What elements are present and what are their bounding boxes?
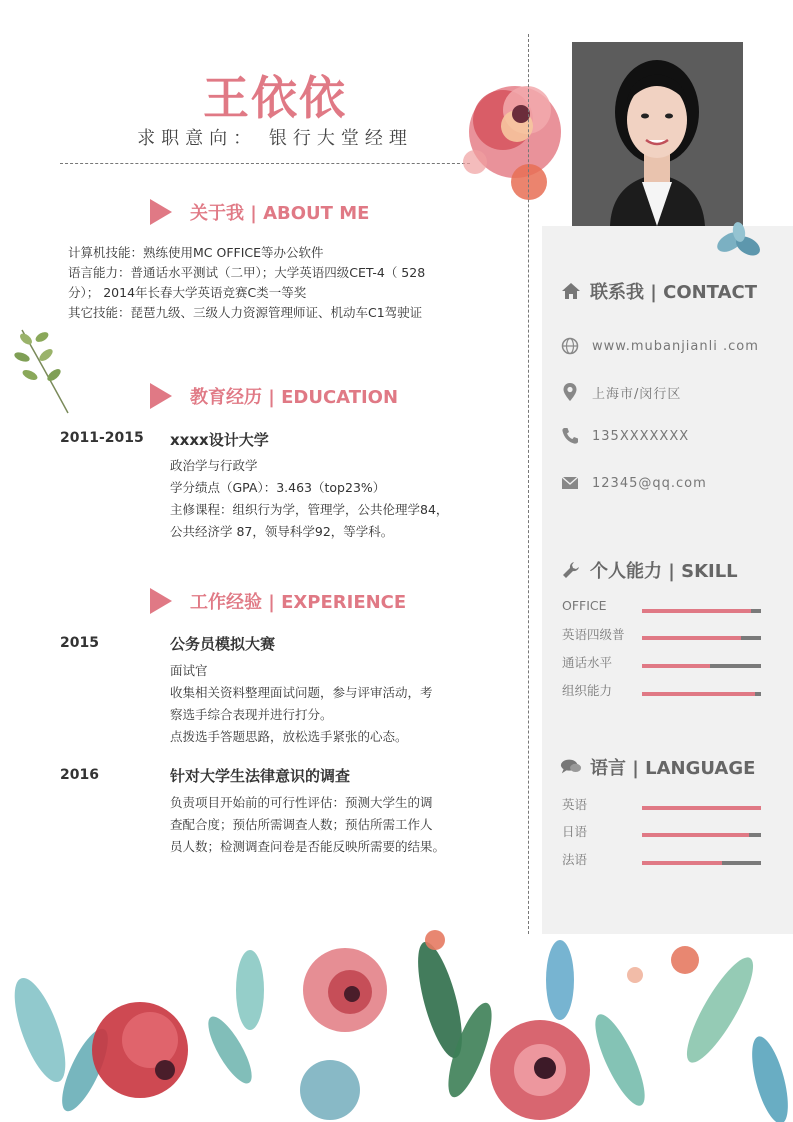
- triangle-marker-icon: [150, 588, 172, 614]
- job-intention: 求职意向： 银行大堂经理: [137, 128, 413, 149]
- experience-line: 察选手综合表现并进行打分。: [170, 707, 333, 722]
- skill-bar: [642, 609, 761, 613]
- about-line: 其它技能：琵琶九级、三级人力资源管理师证、机动车C1驾驶证: [68, 305, 423, 320]
- language-row: 日语: [562, 822, 762, 842]
- experience-details: [170, 660, 490, 748]
- about-content: [68, 243, 488, 323]
- education-date: 2011-2015: [60, 430, 144, 446]
- language-bar: [642, 833, 761, 837]
- contact-phone[interactable]: 135XXXXXXX: [560, 424, 689, 448]
- skill-bar-fill: [642, 609, 751, 613]
- triangle-marker-icon: [150, 199, 172, 225]
- header-flower-illustration: [455, 70, 575, 205]
- skill-row: 通话水平: [562, 653, 762, 673]
- contact-email[interactable]: 12345@qq.com: [560, 471, 707, 495]
- education-school: xxxx设计大学: [170, 431, 269, 449]
- contact-section-title: 联系我 | CONTACT: [560, 277, 757, 305]
- column-divider: [528, 34, 529, 934]
- experience-line: 查配合度；预估所需调查人数；预估所需工作人: [170, 817, 433, 832]
- experience-line: 负责项目开始前的可行性评估：预测大学生的调: [170, 795, 433, 810]
- skill-bar: [642, 664, 761, 668]
- education-section-title: 教育经历 | EDUCATION: [150, 381, 398, 411]
- floral-border-illustration: [0, 920, 793, 1122]
- leaf-sprig-illustration: [12, 325, 72, 415]
- language-bar-fill: [642, 806, 761, 810]
- globe-icon: [560, 336, 580, 356]
- skill-row: 英语四级普: [562, 625, 762, 645]
- phone-icon: [560, 426, 580, 446]
- education-line: 学分绩点（GPA）：3.463（top23%）: [170, 480, 386, 495]
- profile-photo: [572, 42, 743, 226]
- about-line: 语言能力：普通话水平测试（二甲）；大学英语四级CET-4（ 528: [68, 265, 426, 280]
- about-section-title: 关于我 | ABOUT ME: [150, 197, 369, 227]
- experience-line: 点拨选手答题思路，放松选手紧张的心态。: [170, 729, 408, 744]
- language-row: 法语: [562, 850, 762, 870]
- language-bar-fill: [642, 833, 749, 837]
- experience-date: 2015: [60, 635, 99, 651]
- about-line: 计算机技能：熟练使用MC OFFICE等办公软件: [68, 245, 324, 260]
- portrait-illustration: [572, 42, 743, 226]
- education-line: 主修课程：组织行为学，管理学，公共伦理学84，: [170, 502, 449, 517]
- skill-bar-fill: [642, 692, 755, 696]
- header-divider: [60, 163, 470, 164]
- experience-date: 2016: [60, 767, 99, 783]
- skill-bar-fill: [642, 664, 710, 668]
- contact-website[interactable]: www.mubanjianli .com: [560, 334, 759, 358]
- language-bar-fill: [642, 861, 722, 865]
- experience-section-title: 工作经验 | EXPERIENCE: [150, 586, 406, 616]
- experience-title: 针对大学生法律意识的调查: [170, 767, 351, 785]
- wrench-icon: [560, 559, 582, 581]
- experience-title: 公务员模拟大赛: [170, 635, 276, 653]
- home-icon: [560, 280, 582, 302]
- experience-line: 员人数；检测调查问卷是否能反映所需要的结果。: [170, 839, 446, 854]
- location-pin-icon: [560, 382, 580, 402]
- triangle-marker-icon: [150, 383, 172, 409]
- education-details: [170, 455, 490, 543]
- language-row: 英语: [562, 795, 762, 815]
- language-bar: [642, 861, 761, 865]
- envelope-icon: [560, 473, 580, 493]
- leaf-cluster-illustration: [712, 222, 767, 268]
- education-line: 政治学与行政学: [170, 458, 258, 473]
- education-line: 公共经济学 87，领导科学92，等学科。: [170, 524, 394, 539]
- chat-bubble-icon: [560, 756, 582, 778]
- experience-line: 面试官: [170, 663, 208, 678]
- language-section-title: 语言 | LANGUAGE: [560, 753, 755, 781]
- about-line: 分）； 2014年长春大学英语竞赛C类一等奖: [68, 285, 307, 300]
- experience-details: [170, 792, 490, 858]
- skill-section-title: 个人能力 | SKILL: [560, 556, 738, 584]
- skill-row: 组织能力: [562, 681, 762, 701]
- skill-bar: [642, 692, 761, 696]
- contact-address: 上海市/闵行区: [560, 380, 681, 404]
- skill-bar-fill: [642, 636, 741, 640]
- skill-bar: [642, 636, 761, 640]
- candidate-name: 王依依: [203, 71, 347, 125]
- experience-line: 收集相关资料整理面试问题，参与评审活动，考: [170, 685, 433, 700]
- language-bar: [642, 806, 761, 810]
- skill-row: OFFICE: [562, 598, 762, 618]
